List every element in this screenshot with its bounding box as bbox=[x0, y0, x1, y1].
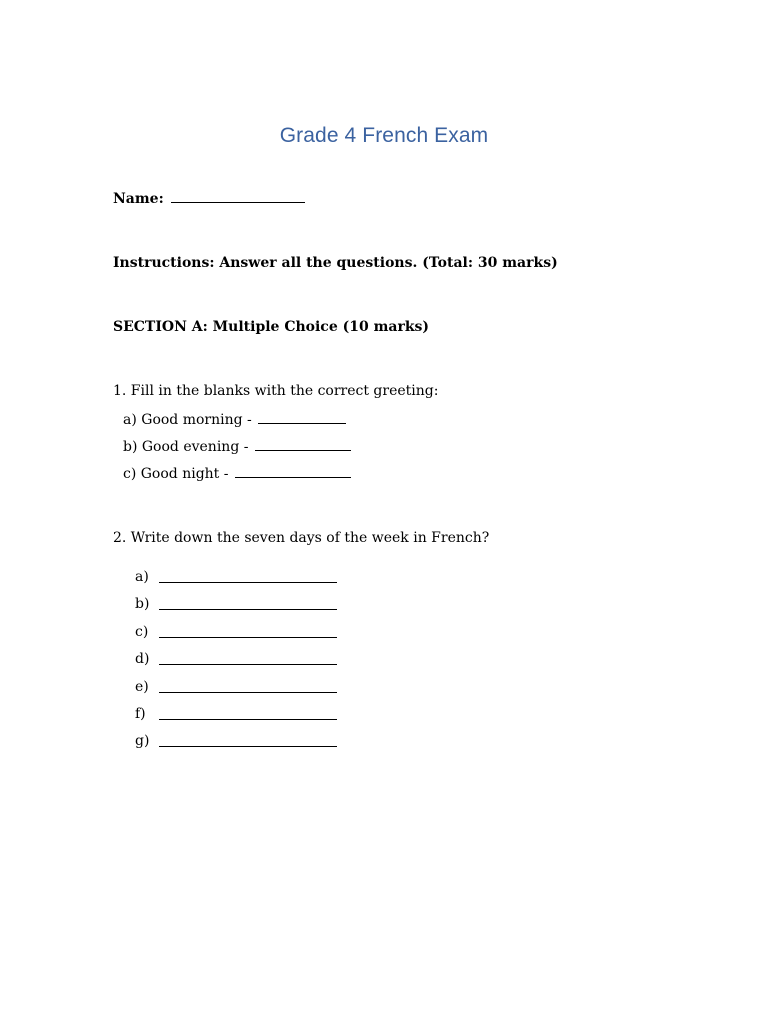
answer-letter: g) bbox=[135, 733, 150, 750]
section-a-heading: SECTION A: Multiple Choice (10 marks) bbox=[113, 319, 430, 335]
answer-blank[interactable] bbox=[159, 650, 337, 665]
answer-blank[interactable] bbox=[159, 705, 337, 720]
name-field-row bbox=[113, 189, 305, 208]
question-1-item-c bbox=[123, 464, 351, 483]
answer-blank[interactable] bbox=[159, 623, 337, 638]
question-1-item-a-blank[interactable] bbox=[258, 410, 346, 424]
answer-blank[interactable] bbox=[159, 678, 337, 693]
answer-letter: f) bbox=[135, 705, 146, 722]
question-1-item-a bbox=[123, 410, 346, 429]
exam-title: Grade 4 French Exam bbox=[279, 124, 489, 147]
question-2-prompt: 2. Write down the seven days of the week in French? bbox=[113, 530, 490, 546]
name-blank[interactable] bbox=[171, 189, 305, 203]
question-1-item-c-blank[interactable] bbox=[235, 464, 351, 478]
question-1-item-c-label: c) Good night - bbox=[123, 466, 229, 482]
answer-letter: e) bbox=[135, 678, 149, 695]
instructions: Instructions: Answer all the questions. (Total: 30 marks) bbox=[113, 255, 558, 271]
answer-letter: c) bbox=[135, 623, 149, 640]
answer-row bbox=[135, 732, 337, 759]
question-1-item-b-label: b) Good evening - bbox=[123, 439, 249, 455]
answer-letter: b) bbox=[135, 596, 150, 613]
answer-row bbox=[135, 650, 337, 677]
answer-row bbox=[135, 595, 337, 622]
answer-row bbox=[135, 678, 337, 705]
question-1-item-b bbox=[123, 437, 351, 456]
name-label: Name: bbox=[113, 191, 164, 207]
answer-blank[interactable] bbox=[159, 595, 337, 610]
answer-row bbox=[135, 623, 337, 650]
answer-row bbox=[135, 705, 337, 732]
answer-blank[interactable] bbox=[159, 732, 337, 747]
answer-letter: a) bbox=[135, 569, 149, 585]
question-2-answer-list bbox=[135, 568, 337, 760]
answer-letter: d) bbox=[135, 651, 150, 668]
question-1-item-a-label: a) Good morning - bbox=[123, 412, 252, 428]
question-1-prompt: 1. Fill in the blanks with the correct greeting: bbox=[113, 383, 439, 399]
answer-blank[interactable] bbox=[159, 568, 337, 583]
question-1-item-b-blank[interactable] bbox=[255, 437, 351, 451]
answer-row bbox=[135, 568, 337, 595]
